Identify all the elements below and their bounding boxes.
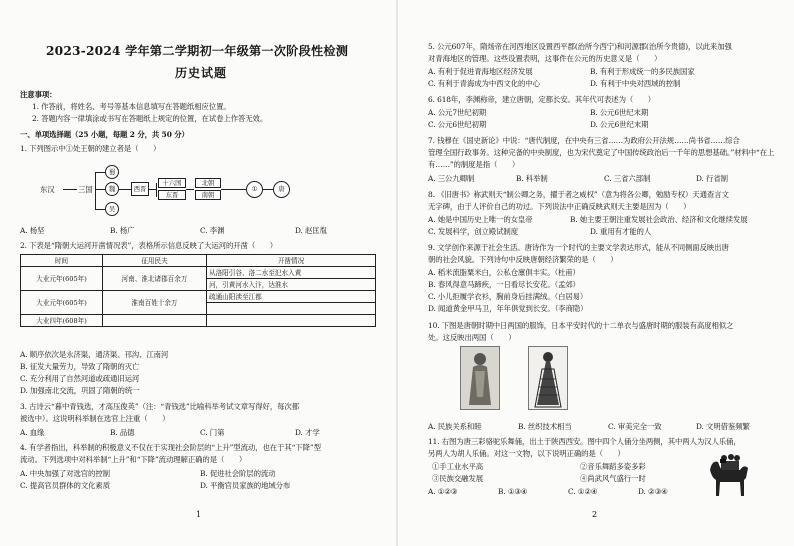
exam-title: 2023-2024 学年第二学期初一年级第一次阶段性检测 bbox=[46, 44, 349, 58]
notice-item: 2. 答题内容一律填涂或书写在答题纸上规定的位置，在试卷上作答无效。 bbox=[32, 114, 268, 123]
option: B. 品德 bbox=[110, 428, 135, 437]
question-stem: 流动。下列选项中对科举制“上升”和“下降”流动理解正确的是（ ） bbox=[20, 455, 247, 464]
table-cell: 从洛阳引谷、洛二水至汜水入黄 bbox=[207, 267, 376, 279]
canal-table bbox=[20, 254, 376, 327]
question-stem: 2. 下表是“隋朝大运河开凿情况表”，表格所示信息反映了大运河的开凿（ ） bbox=[20, 241, 278, 250]
option: D. 重用有才能的人 bbox=[590, 227, 652, 236]
table-cell: 淮南百姓十余万 bbox=[103, 291, 207, 315]
diagram-node: 东汉 bbox=[40, 185, 55, 194]
diagram-node: 北朝 bbox=[195, 178, 221, 188]
diagram-arrow bbox=[119, 189, 131, 190]
diagram-node: 南朝 bbox=[195, 190, 221, 200]
heian-costume-image bbox=[528, 346, 568, 410]
option: C. 小儿拒履学衣衫，胸前身后挂满绒。（白居易） bbox=[428, 292, 588, 301]
option: A. 她是中国历史上唯一的女皇帝 bbox=[428, 215, 533, 224]
option: B. 促进社会阶层的流动 bbox=[200, 469, 276, 478]
option: C. 充分利用了自然河道或疏通旧运河 bbox=[20, 374, 140, 383]
option: C. ①②④ bbox=[568, 487, 598, 496]
option: D. 才学 bbox=[295, 428, 320, 437]
question-stem: 7. 钱穆在《国史新论》中说：“唐代制度，在中央有三省……为政府公开法规……尚书省……综合 bbox=[428, 136, 740, 145]
table-cell bbox=[207, 303, 376, 315]
question-stem: 10. 下图是唐朝时期中日两国的服饰，日本平安时代的十二单衣与盛唐时期的服装有高度相似之 bbox=[428, 321, 734, 330]
section-heading: 一、单项选择题（25 小题，每题 2 分，共 50 分） bbox=[20, 130, 189, 139]
option: D. ②③④ bbox=[638, 487, 668, 496]
page-number: 1 bbox=[196, 510, 201, 519]
option: B. 杨广 bbox=[110, 226, 135, 235]
option: D. 公元6世纪末期 bbox=[590, 120, 649, 129]
option: A. 血缘 bbox=[20, 428, 45, 437]
option: D. 行省制 bbox=[696, 174, 728, 183]
diagram-bracket bbox=[156, 183, 157, 197]
question-stem: 4. 有学者指出，科举制的积极意义不仅在于实现社会阶层的“上升”型流动，也在于其“下降”型 bbox=[20, 443, 321, 452]
notice-heading: 注意事项： bbox=[20, 90, 57, 99]
option: C. 发展科学，创立殿试制度 bbox=[428, 227, 518, 236]
option: B. 征发大量劳力，导致了隋朝的灭亡 bbox=[20, 362, 140, 371]
diagram-node: 东晋 bbox=[158, 190, 186, 200]
statement: ②音乐舞蹈多姿多彩 bbox=[580, 462, 646, 471]
option: A. 杨坚 bbox=[20, 226, 45, 235]
question-stem: 有……”的制度是指（ ） bbox=[428, 160, 520, 169]
option: D. 赵匡胤 bbox=[295, 226, 327, 235]
table-cell: 大业元年(605年) bbox=[21, 291, 103, 315]
table-row bbox=[21, 291, 376, 303]
table-row bbox=[21, 267, 376, 279]
tang-sancai-camel-figure bbox=[704, 450, 754, 498]
option: C. 审美完全一致 bbox=[608, 422, 662, 431]
table-cell: 大业元年(605年) bbox=[21, 267, 103, 291]
option: C. 有利于青海成为中西文化的中心 bbox=[428, 79, 540, 88]
option: A. 中央加强了对选官的控制 bbox=[20, 469, 110, 478]
diagram-bracket bbox=[95, 189, 105, 190]
diagram-node: 蜀 bbox=[105, 165, 119, 179]
exam-subject: 历史试题 bbox=[175, 66, 228, 80]
diagram-arrow bbox=[221, 189, 246, 190]
table-cell bbox=[207, 315, 376, 327]
table-cell: 河南、淮北诸郡百余万 bbox=[103, 267, 207, 291]
option: A. 民族关系和睦 bbox=[428, 422, 482, 431]
question-stem: 3. 古诗云“暮中青钱选，才高压俊英”（注：“青钱选”比喻科举考试文章写得好，每次都 bbox=[20, 402, 299, 411]
statement: ①手工业水平高 bbox=[432, 462, 484, 471]
option: B. 春风得意马蹄疾，一日看尽长安花。（孟郊） bbox=[428, 280, 580, 289]
option: C. 提高官员群体的文化素质 bbox=[20, 481, 110, 490]
question-stem: 管理全国行政事务。这种完备的中央制度，也为宋代奠定了中国传统政治后一千年的思想基础。”材料中“在上 bbox=[428, 148, 775, 157]
option: B. 丝织技术相当 bbox=[518, 422, 572, 431]
diagram-node: 魏 bbox=[105, 182, 119, 196]
option: C. 李渊 bbox=[200, 226, 225, 235]
question-stem: 1. 下列图示中①处王朝的建立者是（ ） bbox=[20, 144, 161, 153]
option: A. ①②③ bbox=[428, 487, 458, 496]
table-cell: 疏通山阳渎至江都 bbox=[207, 291, 376, 303]
notice-item: 1. 作答前，将姓名、考号等基本信息填写在答题纸相应位置。 bbox=[32, 102, 231, 111]
table-cell: 河，引黄河水入汴，达淮水 bbox=[207, 279, 376, 291]
diagram-arrow bbox=[186, 189, 194, 190]
table-header: 开凿情况 bbox=[207, 255, 376, 267]
question-stem: 8. 《旧唐书》称武则天“制公卿之务，擢于者之威权”（意为将各公卿，勉励专权）天通查言文 bbox=[428, 190, 729, 199]
option: A. 三公九卿制 bbox=[428, 174, 475, 183]
statement: ④尚武风气盛行一时 bbox=[580, 474, 646, 483]
option: B. 公元6世纪末期 bbox=[590, 108, 649, 117]
option: B. 她主要王朝注重发展社会政治、经济和文化继续发展 bbox=[570, 215, 748, 224]
option: B. 有利于形成统一的多民族国家 bbox=[590, 67, 695, 76]
diagram-bracket bbox=[95, 172, 105, 173]
option: C. 公元6世纪初期 bbox=[428, 120, 487, 129]
heian-lady-figure bbox=[529, 347, 567, 409]
question-stem: 被选中）。这说明科举制在选官上注重（ ） bbox=[20, 414, 170, 423]
table-header: 征用民夫 bbox=[103, 255, 207, 267]
question-stem: 无字碑，由于人评价自己的功过。下列说法中正确反映武则天主要是因为（ ） bbox=[428, 202, 691, 211]
option: C. 门第 bbox=[200, 428, 225, 437]
option: B. 科举制 bbox=[516, 174, 548, 183]
diagram-arrow bbox=[149, 189, 156, 190]
question-stem: 另两人为胡人乐俑。对这一文物，以下说明正确的是（ ） bbox=[428, 449, 625, 458]
option: D. 平衡官员家族的地域分布 bbox=[200, 481, 291, 490]
diagram-node: 西晋 bbox=[131, 182, 149, 196]
diagram-node-unknown: ① bbox=[246, 181, 263, 198]
option: D. 文明借鉴频繁 bbox=[696, 422, 750, 431]
diagram-node: 吴 bbox=[105, 202, 119, 216]
diagram-arrow bbox=[263, 189, 273, 190]
table-cell: 大业四年(608年) bbox=[21, 315, 103, 327]
page-two bbox=[398, 0, 794, 546]
diagram-node: 三国 bbox=[78, 185, 93, 194]
diagram-node: 十六国 bbox=[158, 178, 186, 188]
page-number: 2 bbox=[592, 510, 597, 519]
option: A. 有利于促进青海地区经济发展 bbox=[428, 67, 533, 76]
option: D. 有利于中央对西域的控制 bbox=[590, 79, 681, 88]
option: D. 加强南北交流，巩固了隋朝的统一 bbox=[20, 386, 140, 395]
option: A. 公元7世纪初期 bbox=[428, 108, 487, 117]
diagram-node: 唐 bbox=[273, 181, 290, 198]
table-header: 时间 bbox=[21, 255, 103, 267]
option: A. 顺序依次是永济渠、通济渠、邗沟、江南河 bbox=[20, 350, 169, 359]
question-stem: 处。这反映出两国（ ） bbox=[428, 333, 516, 342]
question-stem: 朝的社会风貌。下列诗句中反映唐朝经济繁荣的是（ ） bbox=[428, 255, 618, 264]
diagram-bracket bbox=[95, 209, 105, 210]
question-stem: 6. 618年，李渊称帝，建立唐朝，定都长安。其年代可表述为（ ） bbox=[428, 95, 656, 104]
table-row bbox=[21, 315, 376, 327]
option: C. 三省六部制 bbox=[604, 174, 651, 183]
question-stem: 对青海地区的管理。这些设置表明，这事件在公元的历史意义是（ ） bbox=[428, 54, 662, 63]
option: B. ①③④ bbox=[498, 487, 528, 496]
question-stem: 5. 公元607年，隋炀帝在河西地区设置西平郡(治所今西宁)和河源郡(治所今贵德)，以此来加强 bbox=[428, 42, 732, 51]
statement: ③民族交融发展 bbox=[432, 474, 484, 483]
question-stem: 11. 右图为唐三彩骆驼乐舞俑，出土于陕西西安。图中四个人俑分坐两侧，其中两人为汉人乐俑， bbox=[428, 437, 741, 446]
tang-costume-image bbox=[460, 346, 500, 410]
option: A. 稻米流脂粟米白，公私仓廪俱丰实。（杜甫） bbox=[428, 268, 580, 277]
option: D. 闻道黄金甲马卫，年年俱觉到长安。（李商隐） bbox=[428, 304, 588, 313]
tang-lady-figure bbox=[461, 347, 499, 409]
diagram-arrow bbox=[63, 189, 77, 190]
diagram-bracket bbox=[95, 172, 96, 210]
question-stem: 9. 文学创作来源于社会生活。唐诗作为一个时代的主要文学表达形式，能从不同侧面反映出唐 bbox=[428, 243, 729, 252]
camel-figurine-image bbox=[704, 450, 754, 498]
table-cell bbox=[103, 315, 207, 327]
